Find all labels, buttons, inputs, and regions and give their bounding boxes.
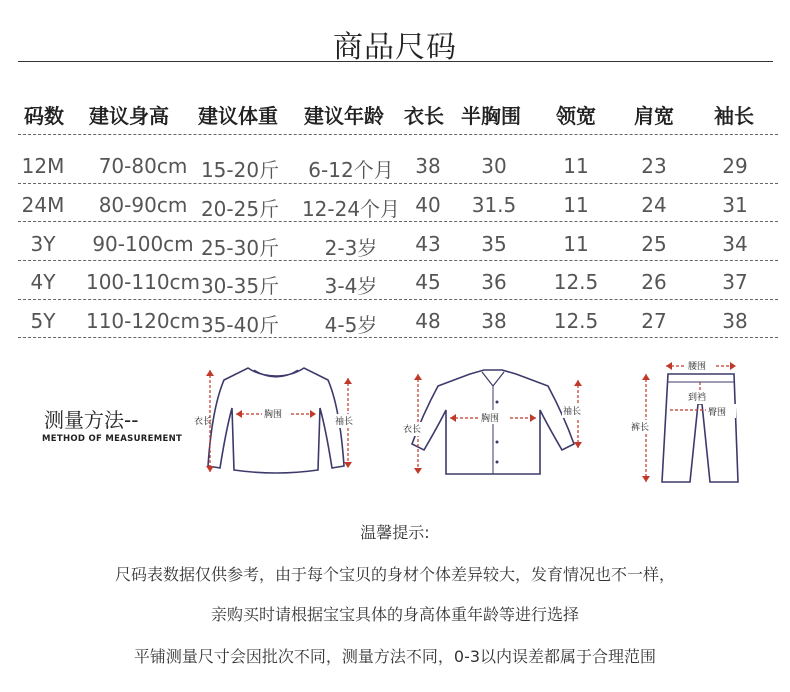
cell-weight: 25-30斤 [200,236,280,260]
cell-length: 38 [415,154,441,178]
cell-age: 4-5岁 [324,313,378,337]
header-weight: 建议体重 [198,104,278,128]
cell-half-chest: 35 [481,232,507,256]
row-divider [18,134,778,135]
cell-shoulder: 25 [641,232,667,256]
row-divider [18,299,778,300]
cell-height: 80-90cm [98,193,188,217]
pants-hip-label: 臀围 [708,408,727,418]
cell-half-chest: 30 [481,154,507,178]
cell-size: 12M [21,154,65,178]
row-divider [18,183,778,184]
cell-weight: 15-20斤 [200,158,280,182]
shirt-length-label: 衣长 [403,425,422,435]
cell-length: 48 [415,309,441,333]
cell-sleeve: 29 [722,154,748,178]
shirt-chest-label: 胸围 [481,414,500,424]
cell-half-chest: 38 [481,309,507,333]
cell-collar: 11 [563,232,589,256]
cell-collar: 11 [563,154,589,178]
row-divider [18,337,778,338]
cell-length: 40 [415,193,441,217]
cell-weight: 20-25斤 [200,197,280,221]
cell-shoulder: 23 [641,154,667,178]
header-length: 衣长 [404,104,444,128]
size-table-header [18,100,778,134]
sweater-outline-icon [208,368,344,473]
cell-size: 4Y [30,270,56,294]
cell-weight: 35-40斤 [200,313,280,337]
cell-length: 45 [415,270,441,294]
shirt-sleeve-label: 袖长 [563,407,582,417]
header-collar: 领宽 [556,104,596,128]
cell-half-chest: 36 [481,270,507,294]
tip-line: 尺码表数据仅供参考，由于每个宝贝的身材个体差异较大，发育情况也不一样， [114,565,675,584]
cell-half-chest: 31.5 [471,193,517,217]
row-divider [18,260,778,261]
method-title: 测量方法-- [44,408,139,432]
sweater-sleeve-label: 袖长 [335,417,354,427]
cell-age: 6-12个月 [308,158,394,182]
header-shoulder: 肩宽 [634,104,674,128]
cell-height: 70-80cm [98,154,188,178]
pants-length-label: 裤长 [631,423,650,433]
sweater-diagram [190,358,362,482]
cell-collar: 11 [563,193,589,217]
header-age: 建议年龄 [304,104,384,128]
cell-height: 90-100cm [92,232,194,256]
cell-weight: 30-35斤 [200,274,280,298]
pants-crotch-label: 到裆 [688,393,707,403]
cell-sleeve: 31 [722,193,748,217]
pants-waist-label: 腰围 [688,362,707,372]
title-divider [18,61,773,62]
cell-shoulder: 27 [641,309,667,333]
row-divider [18,221,778,222]
header-size: 码数 [24,104,64,128]
sweater-length-label: 衣长 [194,417,213,427]
cell-size: 5Y [30,309,56,333]
cell-height: 100-110cm [85,270,201,294]
shirt-diagram [398,366,588,482]
cell-age: 2-3岁 [324,236,378,260]
cell-sleeve: 34 [722,232,748,256]
tips-title: 温馨提示: [360,523,430,542]
cell-size: 24M [21,193,65,217]
cell-collar: 12.5 [553,270,599,294]
cell-age: 3-4岁 [324,274,378,298]
sweater-chest-label: 胸围 [264,410,283,420]
cell-age: 12-24个月 [301,197,401,221]
cell-shoulder: 26 [641,270,667,294]
cell-size: 3Y [30,232,56,256]
header-sleeve: 袖长 [714,104,754,128]
cell-sleeve: 37 [722,270,748,294]
tip-line: 亲购买时请根据宝宝具体的身高体重年龄等进行选择 [210,605,579,624]
header-height: 建议身高 [89,104,169,128]
cell-collar: 12.5 [553,309,599,333]
method-subtitle: METHOD OF MEASUREMENT [42,434,183,444]
cell-length: 43 [415,232,441,256]
cell-sleeve: 38 [722,309,748,333]
tip-line: 平铺测量尺寸会因批次不同，测量方法不同，0-3以内误差都属于合理范围 [133,647,657,666]
cell-height: 110-120cm [85,309,201,333]
header-half-chest: 半胸围 [461,104,521,128]
pants-diagram [626,356,756,488]
cell-shoulder: 24 [641,193,667,217]
page-title: 商品尺码 [333,30,457,65]
